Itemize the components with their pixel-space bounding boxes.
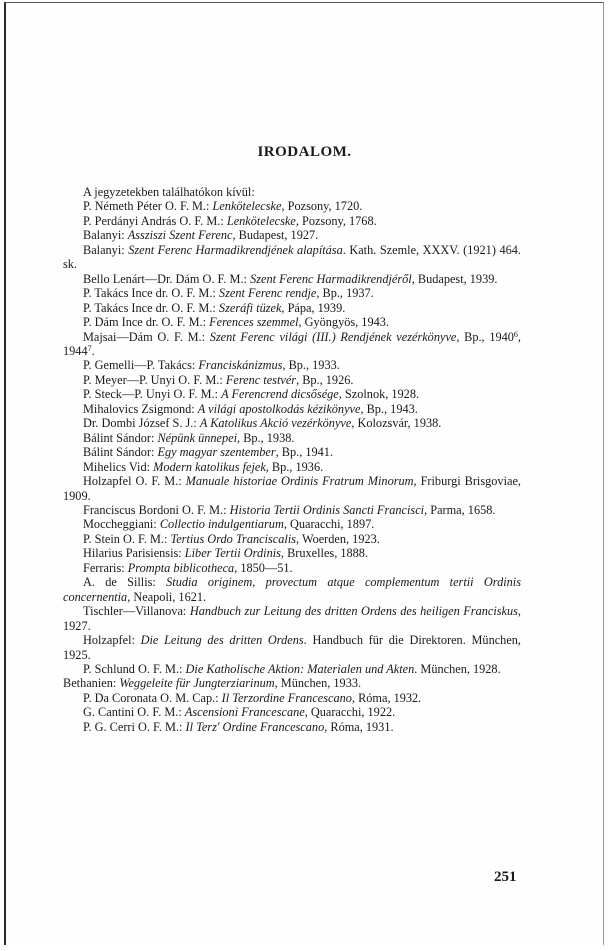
work-title: Modern katolikus fejek: [153, 459, 266, 474]
work-title: Handbuch zur Leitung des dritten Ordens des heiligen Franciskus: [189, 604, 518, 619]
publication-info: , Bp., 1926.: [296, 372, 354, 387]
work-title: Prompta biblicotheca: [127, 560, 235, 575]
author: Mihalovics Zsigmond:: [83, 401, 198, 416]
author: Bálint Sándor:: [83, 430, 158, 445]
author: Bethanien:: [63, 676, 120, 691]
publication-info: , Bp., 1943.: [360, 401, 418, 416]
author: Balanyi:: [83, 242, 129, 257]
work-title: Egy magyar szentember: [157, 445, 276, 460]
publication-info: , 1850—51.: [234, 560, 293, 575]
work-title: Ferences szemmel: [209, 315, 299, 330]
bibliography-entry: [63, 431, 521, 445]
author: Holzapfel O. F. M.:: [83, 474, 186, 489]
author: Franciscus Bordoni O. F. M.:: [83, 502, 230, 517]
author: Mihelics Vid:: [83, 459, 154, 474]
work-title: Liber Tertii Ordinis: [184, 546, 281, 561]
publication-info: . Kath. Szemle, XXXV. (1921) 464. sk.: [63, 242, 521, 272]
bibliography-entry: [63, 373, 521, 387]
work-title: Franciskánizmus: [198, 358, 283, 373]
bibliography-entry: [63, 330, 521, 359]
author: Majsai—Dám O. F. M.:: [83, 329, 210, 344]
work-title: Ferenc testvér: [225, 372, 297, 387]
author: Hilarius Parisiensis:: [83, 546, 185, 561]
author: G. Cantini O. F. M.:: [83, 705, 185, 720]
bibliography-entry: [63, 676, 521, 690]
work-title: Weggeleite für Jungterziarinum: [119, 676, 275, 691]
publication-info: , Bp., 1941.: [275, 445, 334, 460]
bibliography-entry: [63, 358, 521, 372]
author: P. Németh Péter O. F. M.:: [83, 199, 213, 214]
bibliography-entry: [63, 199, 521, 213]
work-title: Népünk ünnepei: [157, 430, 238, 445]
publication-info: , Róma, 1932.: [351, 690, 422, 705]
work-title: Lenkötelecske: [212, 199, 282, 214]
bibliography-entry: [63, 402, 521, 416]
publication-info: , Woerden, 1923.: [296, 531, 380, 546]
bibliography-entry: [63, 416, 521, 430]
publication-info: , Pozsony, 1768.: [295, 213, 377, 228]
work-title: A Katolikus Akció vezérkönyve: [199, 416, 352, 431]
publication-info: , Quaracchi, 1922.: [304, 705, 396, 720]
publication-info: . Handbuch für die Direktoren. München, 1925.: [63, 633, 521, 662]
author: P. Takács Ince dr. O. F. M.:: [83, 286, 219, 301]
publication-info: , Friburgi Brisgoviae, 1909.: [63, 474, 521, 503]
bibliography-entry: [63, 445, 521, 459]
author: Balanyi:: [83, 228, 128, 243]
bibliography-entry: [63, 503, 521, 517]
publication-info: , München, 1933.: [274, 676, 362, 691]
bibliography-entry: [63, 575, 521, 604]
work-title: Il Terz' Ordine Francescano: [185, 719, 325, 734]
publication-info: , Parma, 1658.: [424, 502, 496, 517]
bibliography-entry: [63, 532, 521, 546]
author: P. Stein O. F. M.:: [83, 531, 171, 546]
author: Moccheggiani:: [83, 517, 160, 532]
work-title: Assziszi Szent Ferenc: [127, 228, 233, 243]
work-title: A Ferencrend dicsősége: [221, 387, 339, 402]
bibliography-entry: [63, 228, 521, 242]
bibliography-entry: [63, 243, 521, 272]
work-title: Studia originem, provectum atque complementum tertii Ordinis concernentia: [63, 575, 522, 604]
bibliography-entry: [63, 272, 521, 286]
author: P. Schlund O. F. M.:: [83, 661, 186, 676]
publication-info: , Quaracchi, 1897.: [283, 517, 375, 532]
work-title: Szent Ferenc Harmadikrendjének alapítása: [128, 242, 343, 257]
bibliography-entry: [63, 691, 521, 705]
publication-info: , Róma, 1931.: [324, 719, 394, 734]
author: P. Perdányi András O. F. M.:: [83, 213, 227, 228]
bibliography-entry: [63, 720, 521, 734]
bibliography-entry: [63, 474, 521, 503]
bibliography-entry: [63, 301, 521, 315]
work-title: Szeráfi tüzek: [218, 300, 282, 315]
work-title: Die Katholische Aktion: Materialen und Akten: [185, 661, 415, 676]
publication-info: , Bp., 1936.: [265, 459, 324, 474]
work-title: Szent Ferenc Harmadikrendjéről: [250, 271, 412, 286]
work-title: Il Terzordine Francescano: [221, 690, 352, 705]
publication-info: , Gyöngyös, 1943.: [298, 315, 389, 330]
bibliography-entry: [63, 315, 521, 329]
bibliography-entry: [63, 561, 521, 575]
bibliography-list: [63, 185, 521, 734]
author: P. Gemelli—P. Takács:: [83, 358, 199, 373]
bibliography-entry: [63, 387, 521, 401]
work-title: Szent Ferenc rendje: [218, 286, 317, 301]
author: A jegyzetekben találhatókon kívül:: [83, 185, 255, 199]
bibliography-entry: [63, 286, 521, 300]
work-title: Lenkötelecske: [226, 213, 296, 228]
author: Tischler—Villanova:: [83, 604, 190, 619]
document-page: [4, 2, 604, 945]
author: A. de Sillis:: [83, 575, 167, 590]
publication-info: , Szolnok, 1928.: [338, 387, 420, 402]
bibliography-entry: [63, 460, 521, 474]
edition-superscript: 6: [513, 329, 518, 339]
bibliography-entry: [63, 214, 521, 228]
author: P. Da Coronata O. M. Cap.:: [83, 690, 222, 705]
publication-info: , Kolozsvár, 1938.: [351, 416, 442, 431]
work-title: Historia Tertii Ordinis Sancti Francisci: [229, 502, 425, 517]
bibliography-entry: [63, 662, 521, 676]
publication-info: , Pápa, 1939.: [281, 300, 346, 315]
bibliography-entry: [63, 604, 521, 633]
author: Bálint Sándor:: [83, 445, 158, 460]
author: P. Meyer—P. Unyi O. F. M.:: [83, 372, 226, 387]
page-number: 251: [494, 869, 517, 885]
author: P. G. Cerri O. F. M.:: [83, 719, 186, 734]
publication-info: , 1944: [63, 329, 521, 358]
author: Bello Lenárt—Dr. Dám O. F. M.:: [83, 271, 251, 286]
work-title: Tertius Ordo Tranciscalis: [170, 531, 297, 546]
bibliography-entry: [63, 185, 521, 199]
publication-info: , Bp., 1937.: [316, 286, 374, 301]
author: Ferraris:: [83, 560, 128, 575]
bibliography-entry: [63, 546, 521, 560]
publication-info: , Budapest, 1939.: [411, 271, 498, 286]
author: Holzapfel:: [83, 633, 141, 648]
work-title: Collectio indulgentiarum: [159, 517, 284, 532]
page-title: IRODALOM.: [257, 144, 352, 160]
publication-info: , Neapoli, 1621.: [127, 589, 207, 604]
work-title: Szent Ferenc világi (III.) Rendjének vezérkönyve: [209, 329, 457, 344]
publication-info: .: [91, 343, 95, 358]
publication-info: , 1927.: [63, 604, 521, 633]
author: P. Steck—P. Unyi O. F. M.:: [83, 387, 222, 402]
publication-info: , Budapest, 1927.: [232, 228, 319, 243]
author: Dr. Dombi József S. J.:: [83, 416, 200, 431]
publication-info: , Bp., 1940: [456, 329, 514, 344]
author: P. Takács Ince dr. O. F. M.:: [83, 300, 219, 315]
work-title: Die Leitung des dritten Ordens: [140, 633, 304, 648]
work-title: Manuale historiae Ordinis Fratrum Minorum: [185, 474, 414, 489]
publication-info: , Pozsony, 1720.: [281, 199, 363, 214]
edition-superscript: 7: [87, 343, 92, 353]
publication-info: , Bp., 1933.: [282, 358, 340, 373]
bibliography-entry: [63, 517, 521, 531]
bibliography-entry: [63, 705, 521, 719]
bibliography-entry: [63, 633, 521, 662]
publication-info: , Bp., 1938.: [237, 430, 295, 445]
work-title: Ascensioni Francescane: [184, 705, 305, 720]
publication-info: . München, 1928.: [414, 661, 501, 676]
work-title: A világi apostolkodás kézikönyve: [197, 401, 361, 416]
publication-info: , Bruxelles, 1888.: [280, 546, 369, 561]
author: P. Dám Ince dr. O. F. M.:: [83, 315, 210, 330]
